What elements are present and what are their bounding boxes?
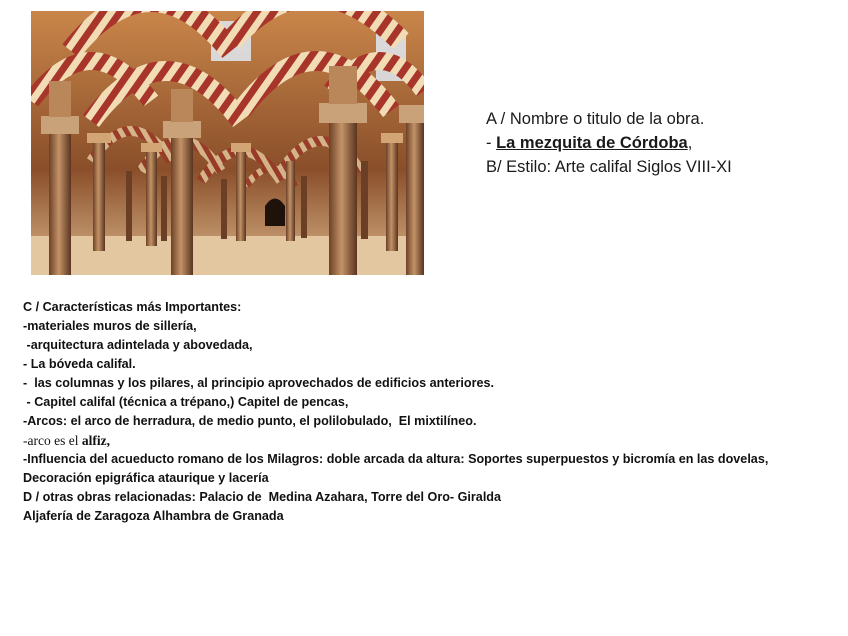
char-line-6: -Arcos: el arco de herradura, de medio punto, el polilobulado, El mixtilíneo. [23,414,477,428]
label-work-title: A / Nombre o titulo de la obra. [486,110,705,128]
characteristics-title: C / Características más Importantes: [23,300,242,314]
mezquita-illustration [31,11,424,275]
work-name-prefix: - [486,134,497,152]
char-line-7-bold: alfiz, [81,433,110,448]
char-line-3: - La bóveda califal. [23,357,136,371]
char-line-1: -materiales muros de sillería, [23,319,197,333]
related-works-line: D / otras obras relacionadas: Palacio de Medina Azahara, Torre del Oro- Giralda [23,490,502,504]
char-line-2: -arquitectura adintelada y abovedada, [23,338,253,352]
char-line-5: - Capitel califal (técnica a trépano,) Capitel de pencas, [23,395,349,409]
mezquita-photo [31,11,424,275]
work-name-suffix: , [687,134,693,152]
char-line-7 [23,431,823,450]
work-info [486,107,732,179]
char-line-8: -Influencia del acueducto romano de los Milagros: doble arcada da altura: Soportes superpuestos y bicromía en las dovelas, [23,452,769,466]
characteristics-block [23,298,823,526]
char-line-9: Decoración epigráfica ataurique y lacería [23,471,269,485]
work-name-line [486,131,732,155]
char-line-7-prefix: -arco es el [23,433,82,448]
related-works-line-2: Aljafería de Zaragoza Alhambra de Granada [23,509,284,523]
work-name: La mezquita de Córdoba [496,134,688,152]
style-line: B/ Estilo: Arte califal Siglos VIII-XI [486,158,732,176]
char-line-4: - las columnas y los pilares, al principio aprovechados de edificios anteriores. [23,376,495,390]
